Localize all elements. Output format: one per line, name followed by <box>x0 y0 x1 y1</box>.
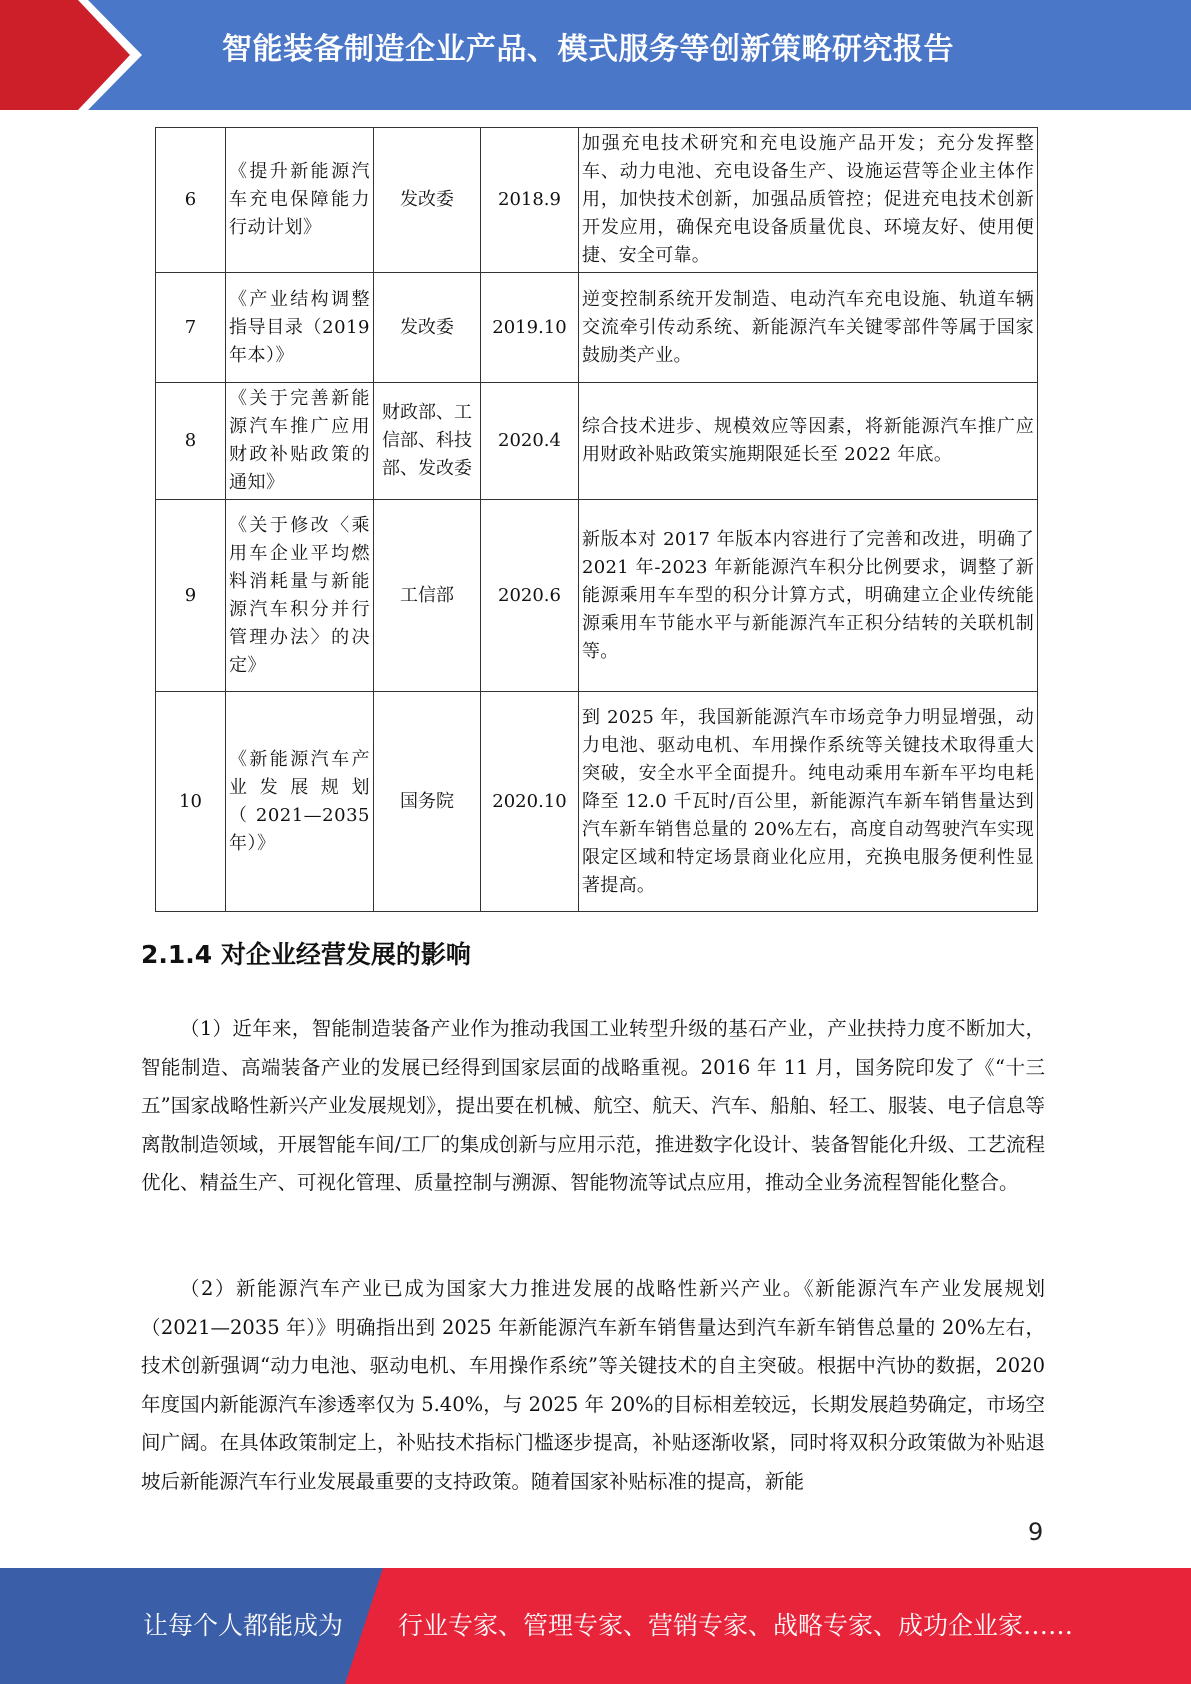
policy-content: 加强充电技术研究和充电设施产品开发；充分发挥整车、动力电池、充电设备生产、设施运营等企业主体作用，加快技术创新，加强品质管控；促进充电技术创新开发应用，确保充电设备质量优良、环境友好、使用便捷、安全可靠。 <box>579 128 1038 273</box>
row-number: 10 <box>156 692 226 912</box>
issue-date: 2020.10 <box>481 692 579 912</box>
issuing-department: 发改委 <box>374 273 481 383</box>
policy-content: 新版本对 2017 年版本内容进行了完善和改进，明确了 2021 年-2023 年新能源汽车积分比例要求，调整了新能源乘用车车型的积分计算方式，明确建立企业传统能源乘用车节能水平与新能源汽车正积分结转的关联机制等。 <box>579 500 1038 692</box>
footer-slogan-right: 行业专家、管理专家、营销专家、战略专家、成功企业家…… <box>398 1611 1074 1640</box>
policy-name: 《新能源汽车产业发展规划（2021—2035年）》 <box>226 692 374 912</box>
issue-date: 2020.6 <box>481 500 579 692</box>
page-number: 9 <box>1028 1518 1044 1546</box>
table-row <box>156 500 1038 692</box>
table-row <box>156 383 1038 500</box>
policy-content: 综合技术进步、规模效应等因素，将新能源汽车推广应用财政补贴政策实施期限延长至 2022 年底。 <box>579 383 1038 500</box>
row-number: 6 <box>156 128 226 273</box>
body-paragraph: （2）新能源汽车产业已成为国家大力推进发展的战略性新兴产业。《新能源汽车产业发展规划（2021—2035 年）》明确指出到 2025 年新能源汽车新车销售量达到汽车新车销售总量的 20%左右，技术创新强调“动力电池、驱动电机、车用操作系统”等关键技术的自主突破。根据中汽协的数据，2020 年度国内新能源汽车渗透率仅为 5.40%，与 2025 年 20%的目标相差较远，长期发展趋势确定，市场空间广阔。在具体政策制定上，补贴技术指标门槛逐步提高，补贴逐渐收紧，同时将双积分政策做为补贴退坡后新能源汽车行业发展最重要的支持政策。随着国家补贴标准的提高，新能 <box>141 1277 1045 1493</box>
policy-content: 逆变控制系统开发制造、电动汽车充电设施、轨道车辆交流牵引传动系统、新能源汽车关键零部件等属于国家鼓励类产业。 <box>579 273 1038 383</box>
header-arrow-decoration <box>0 0 150 110</box>
issue-date: 2018.9 <box>481 128 579 273</box>
table-row <box>156 273 1038 383</box>
policy-content: 到 2025 年，我国新能源汽车市场竞争力明显增强，动力电池、驱动电机、车用操作系统等关键技术取得重大突破，安全水平全面提升。纯电动乘用车新车平均电耗降至 12.0 千瓦时/百公里，新能源汽车新车销售量达到汽车新车销售总量的 20%左右，高度自动驾驶汽车实现限定区域和特定场景商业化应用，充换电服务便利性显著提高。 <box>579 692 1038 912</box>
report-title: 智能装备制造企业产品、模式服务等创新策略研究报告 <box>222 32 954 67</box>
page-header <box>0 0 1191 110</box>
issuing-department: 工信部 <box>374 500 481 692</box>
issuing-department: 国务院 <box>374 692 481 912</box>
issuing-department: 发改委 <box>374 128 481 273</box>
policy-name: 《关于完善新能源汽车推广应用财政补贴政策的通知》 <box>226 383 374 500</box>
table-row <box>156 692 1038 912</box>
row-number: 7 <box>156 273 226 383</box>
section-heading: 2.1.4 对企业经营发展的影响 <box>141 940 471 969</box>
issuing-department: 财政部、工信部、科技部、发改委 <box>374 383 481 500</box>
issue-date: 2020.4 <box>481 383 579 500</box>
policy-name: 《产业结构调整指导目录（2019年本）》 <box>226 273 374 383</box>
row-number: 8 <box>156 383 226 500</box>
page-footer <box>0 1568 1191 1684</box>
body-paragraph: （1）近年来，智能制造装备产业作为推动我国工业转型升级的基石产业，产业扶持力度不断加大，智能制造、高端装备产业的发展已经得到国家层面的战略重视。2016 年 11 月，国务院印发了《“十三五”国家战略性新兴产业发展规划》，提出要在机械、航空、航天、汽车、船舶、轻工、服装、电子信息等离散制造领域，开展智能车间/工厂的集成创新与应用示范，推进数字化设计、装备智能化升级、工艺流程优化、精益生产、可视化管理、质量控制与溯源、智能物流等试点应用，推动全业务流程智能化整合。 <box>141 1017 1045 1194</box>
policy-name: 《提升新能源汽车充电保障能力行动计划》 <box>226 128 374 273</box>
table-row <box>156 128 1038 273</box>
policy-table <box>155 127 1038 912</box>
row-number: 9 <box>156 500 226 692</box>
policy-name: 《关于修改〈乘用车企业平均燃料消耗量与新能源汽车积分并行管理办法〉的决定》 <box>226 500 374 692</box>
footer-slogan-left: 让每个人都能成为 <box>143 1611 344 1640</box>
issue-date: 2019.10 <box>481 273 579 383</box>
